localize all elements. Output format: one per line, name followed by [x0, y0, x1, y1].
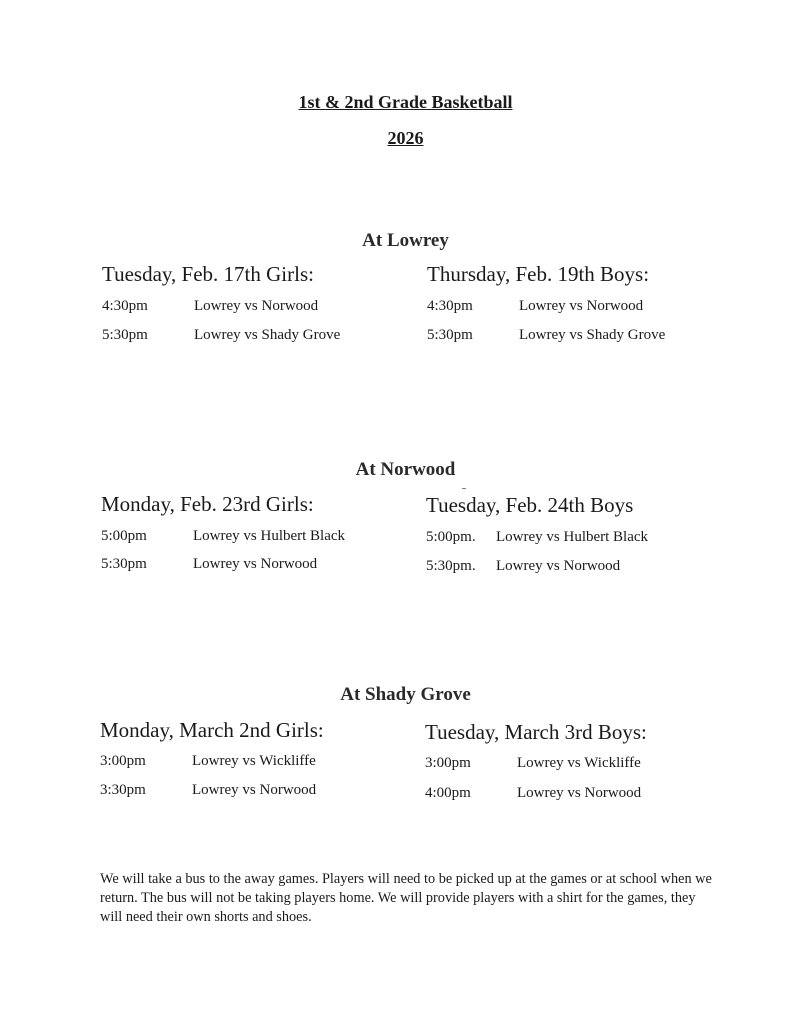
game-matchup: Lowrey vs Wickliffe: [192, 753, 316, 769]
game-matchup: Lowrey vs Wickliffe: [517, 755, 641, 771]
bus-note: We will take a bus to the away games. Players will need to be picked up at the games or at school when we return. The bus will not be taking players home. We will provide players with a shirt for the games, they will need their own shorts and shoes.: [100, 871, 712, 925]
game-time: 5:30pm: [427, 327, 473, 343]
game-time: 5:30pm: [102, 327, 148, 343]
page-year: 2026: [387, 128, 424, 148]
game-matchup: Lowrey vs Hulbert Black: [193, 528, 346, 544]
girls-day-title: Monday, Feb. 23rd Girls:: [101, 492, 314, 516]
game-time: 5:30pm.: [426, 558, 476, 574]
game-time: 5:00pm: [101, 528, 147, 544]
venue-heading-shady-grove: At Shady Grove: [340, 684, 471, 705]
scan-mark: ˍ: [462, 476, 466, 490]
game-time: 3:30pm: [100, 782, 146, 798]
boys-day-title: Thursday, Feb. 19th Boys:: [427, 262, 650, 286]
game-time: 4:30pm: [102, 298, 148, 314]
venue-heading-lowrey: At Lowrey: [362, 230, 449, 251]
game-time: 3:00pm: [425, 755, 471, 771]
venue-heading-norwood: At Norwood: [355, 459, 456, 480]
game-time: 3:00pm: [100, 753, 146, 769]
game-matchup: Lowrey vs Norwood: [519, 298, 644, 314]
game-time: 5:30pm: [101, 556, 147, 572]
game-matchup: Lowrey vs Norwood: [517, 785, 642, 801]
game-matchup: Lowrey vs Shady Grove: [194, 327, 341, 343]
game-time: 4:00pm: [425, 785, 471, 801]
game-matchup: Lowrey vs Norwood: [496, 558, 621, 574]
page-title: 1st & 2nd Grade Basketball: [298, 92, 513, 112]
boys-day-title: Tuesday, March 3rd Boys:: [425, 720, 647, 744]
game-matchup: Lowrey vs Norwood: [193, 556, 318, 572]
game-matchup: Lowrey vs Norwood: [194, 298, 319, 314]
girls-day-title: Monday, March 2nd Girls:: [100, 718, 324, 742]
game-time: 5:00pm.: [426, 529, 476, 545]
game-matchup: Lowrey vs Shady Grove: [519, 327, 666, 343]
game-matchup: Lowrey vs Hulbert Black: [496, 529, 649, 545]
game-time: 4:30pm: [427, 298, 473, 314]
boys-day-title: Tuesday, Feb. 24th Boys: [426, 493, 634, 517]
girls-day-title: Tuesday, Feb. 17th Girls:: [102, 262, 314, 286]
game-matchup: Lowrey vs Norwood: [192, 782, 317, 798]
